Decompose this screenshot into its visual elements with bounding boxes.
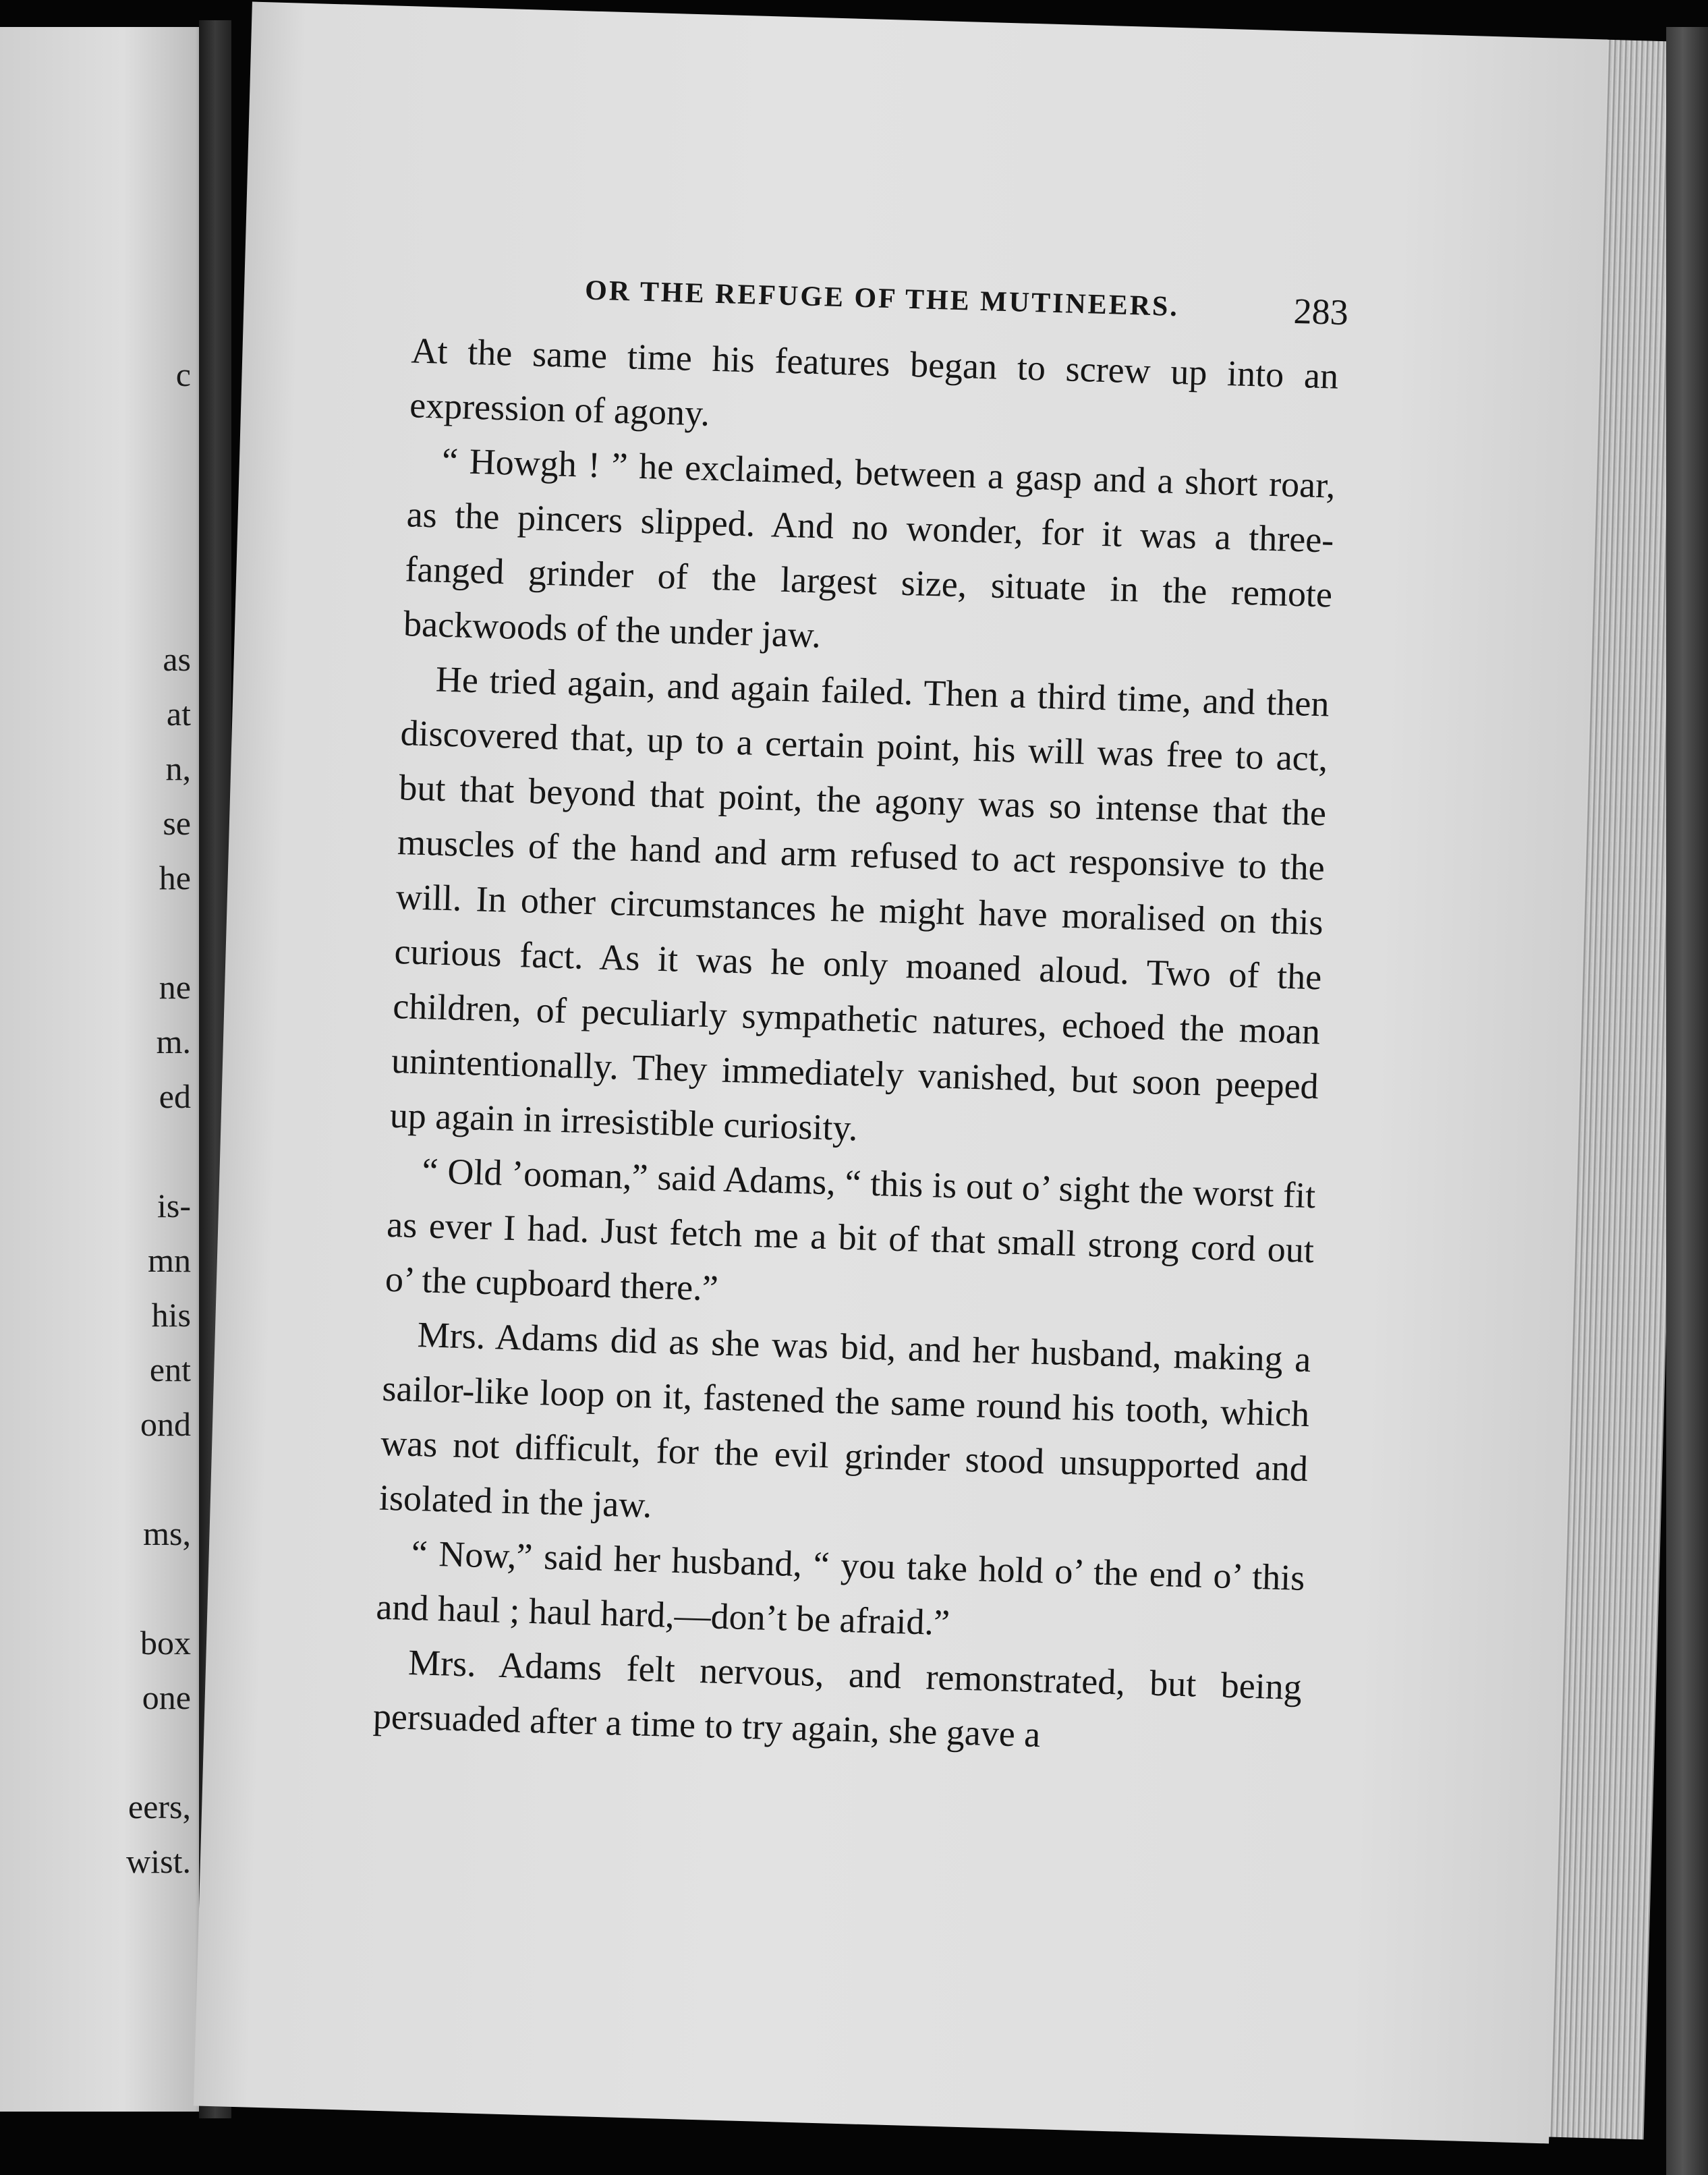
left-fragment: ed: [159, 1077, 191, 1115]
paragraph: At the same time his features began to screw up into an expression of agony.: [409, 330, 1339, 434]
left-fragment: is-: [157, 1187, 191, 1224]
left-fragment: ond: [140, 1405, 191, 1443]
paragraph: “ Old ’ooman,” said Adams, “ this is out o’ sight the worst fit as ever I had. Just fetch me a bit of that small strong cord out o’ the cupboard there.”: [385, 1150, 1316, 1309]
left-fragment: wist.: [126, 1842, 191, 1880]
left-facing-page: [0, 27, 206, 2112]
paragraph: Mrs. Adams felt nervous, and remonstrated, but being persuaded after a time to try again, she gave a: [372, 1641, 1303, 1755]
left-fragment: he: [159, 859, 191, 897]
left-fragment: mn: [148, 1241, 191, 1279]
paragraph: He tried again, and again failed. Then a third time, and then discovered that, up to a certain point, his will was free to act, but that beyond that point, the agony was so intense that the muscles of the hand and arm refused to act responsive to the will. In other circumstances he might have moralised on this curious fact. As it was he only moaned aloud. Two of the children, of peculiarly sympathetic natures, echoed the moan unintentionally. They immediately vanished, but soon peeped up again in irresistible curiosity.: [389, 658, 1330, 1149]
paragraph: “ Howgh ! ” he exclaimed, between a gasp and a short roar, as the pincers slipped. And no wonder, for it was a three-fanged grinder of the largest size, situate in the remote backwoods of the under jaw.: [403, 440, 1336, 656]
book-page: [194, 2, 1607, 2144]
page-number: 283: [1292, 290, 1349, 333]
left-fragment: ms,: [143, 1515, 191, 1552]
left-fragment: his: [151, 1296, 191, 1334]
left-fragment: ne: [159, 968, 191, 1006]
left-fragment: as: [163, 640, 191, 678]
left-fragment: one: [142, 1678, 191, 1716]
left-fragment: at: [166, 695, 191, 733]
running-title: OR THE REFUGE OF THE MUTINEERS.: [584, 275, 1180, 323]
left-fragment: box: [140, 1624, 191, 1662]
paragraph: “ Now,” said her husband, “ you take hold o’ the end o’ this and haul ; haul hard,—don’t be afraid.”: [375, 1533, 1306, 1643]
left-fragment: eers,: [128, 1788, 191, 1826]
book-cover-edge: [1666, 27, 1708, 2175]
text-block: [372, 269, 1349, 1770]
left-fragment: ent: [149, 1351, 191, 1388]
left-fragment: se: [163, 804, 191, 842]
left-fragment: c: [175, 356, 191, 393]
paragraph: Mrs. Adams did as she was bid, and her husband, making a sailor-like loop on it, fastened the same round his tooth, which was not difficult, for the evil grinder stood unsupported and isolated in the jaw.: [378, 1314, 1312, 1525]
left-fragment: n,: [165, 750, 191, 787]
left-fragment: m.: [156, 1023, 191, 1061]
